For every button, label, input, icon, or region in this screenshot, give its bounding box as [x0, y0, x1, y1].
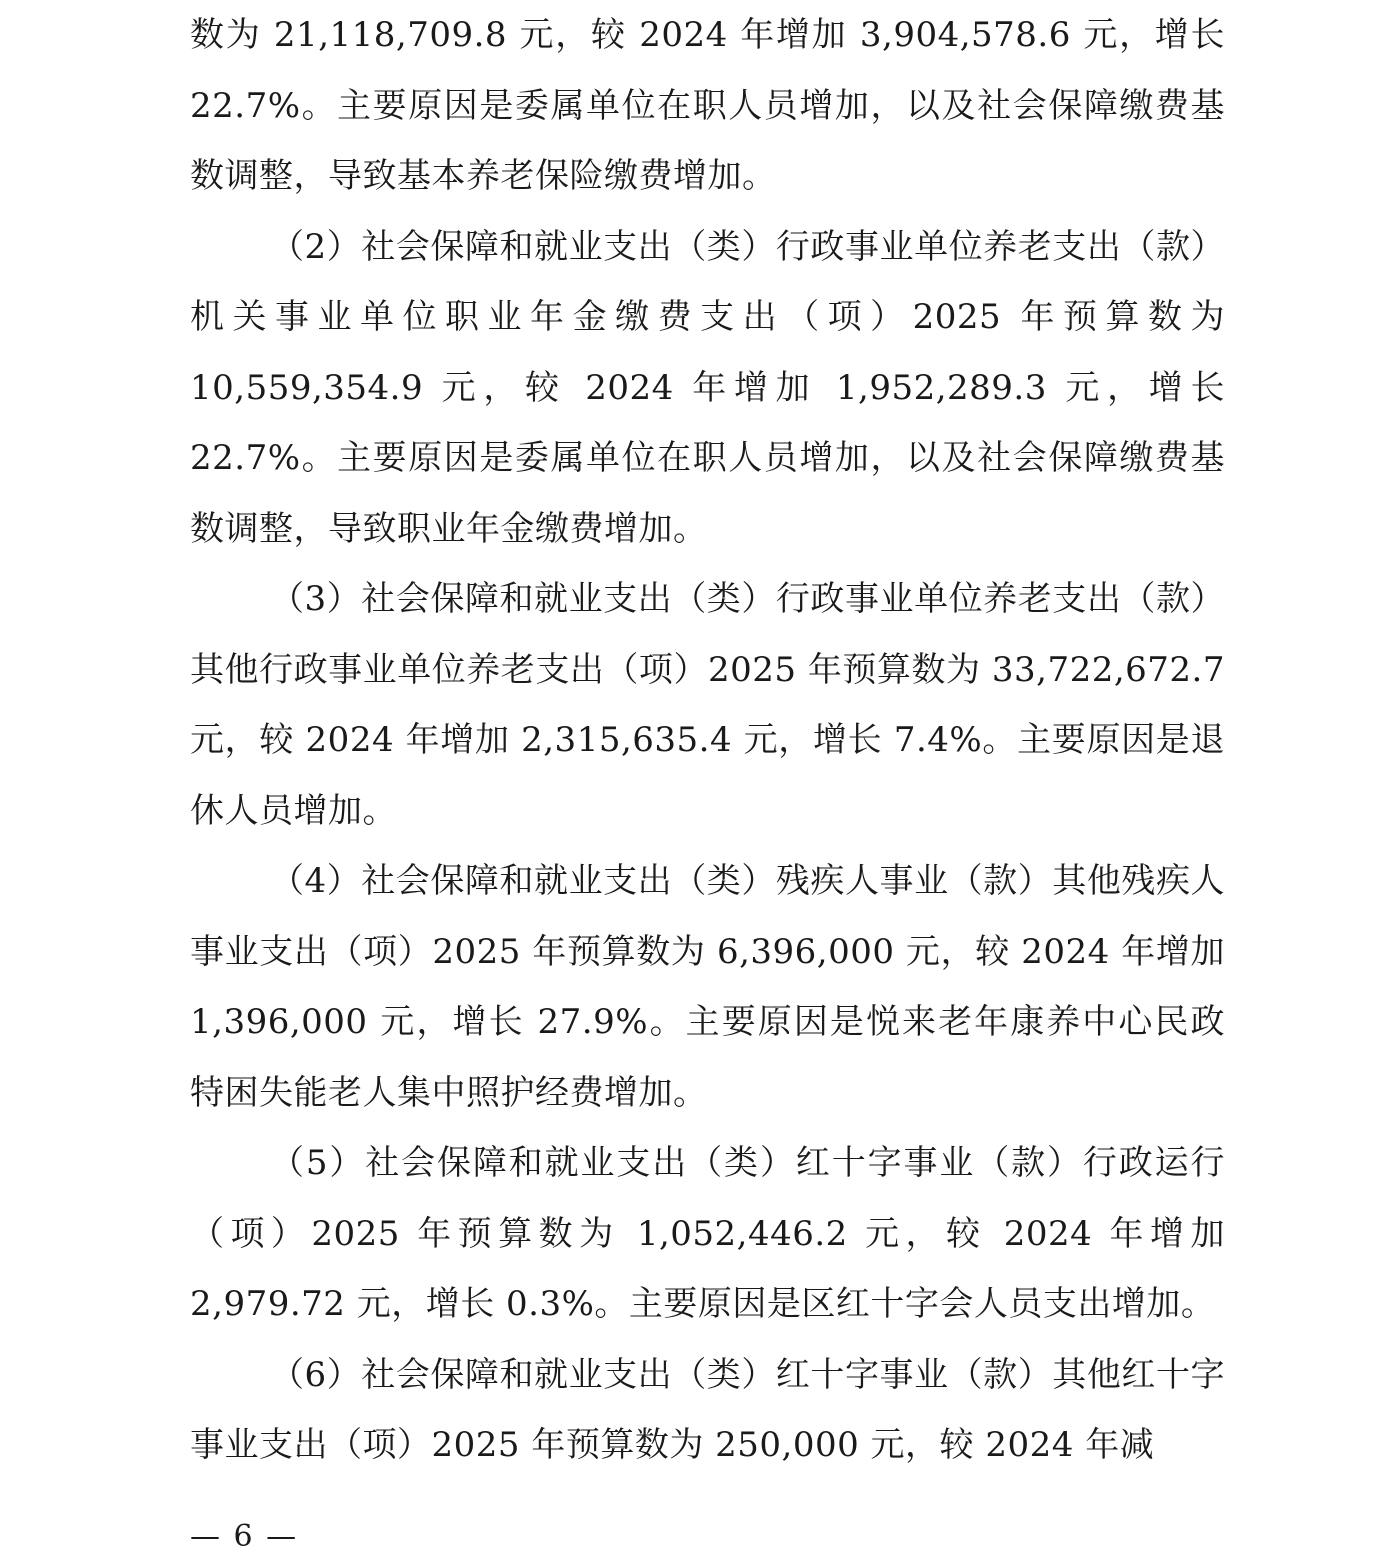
paragraph-item-6: （6）社会保障和就业支出（类）红十字事业（款）其他红十字事业支出（项）2025 年预算数为 250,000 元，较 2024 年减 — [190, 1354, 1225, 1465]
paragraph-continuation: 数为 21,118,709.8 元，较 2024 年增加 3,904,578.6 元，增长 22.7%。主要原因是委属单位在职人员增加，以及社会保障缴费基数调整，导致基本养老保险缴费增加。 — [190, 15, 1225, 196]
page-number: — 6 — — [190, 1519, 299, 1554]
document-body — [190, 0, 1225, 1481]
paragraph-item-3: （3）社会保障和就业支出（类）行政事业单位养老支出（款）其他行政事业单位养老支出（项）2025 年预算数为 33,722,672.7 元，较 2024 年增加 2,315,635.4 元，增长 7.4%。主要原因是退休人员增加。 — [190, 579, 1225, 831]
paragraph-item-5: （5）社会保障和就业支出（类）红十字事业（款）行政运行（项）2025 年预算数为 1,052,446.2 元，较 2024 年增加 2,979.72 元，增长 0.3%。主要原因是区红十字会人员支出增加。 — [190, 1143, 1225, 1324]
paragraph-item-4: （4）社会保障和就业支出（类）残疾人事业（款）其他残疾人事业支出（项）2025 年预算数为 6,396,000 元，较 2024 年增加 1,396,000 元，增长 27.9%。主要原因是悦来老年康养中心民政特困失能老人集中照护经费增加。 — [190, 861, 1225, 1113]
paragraph-item-2: （2）社会保障和就业支出（类）行政事业单位养老支出（款）机关事业单位职业年金缴费支出（项）2025 年预算数为 10,559,354.9 元，较 2024 年增加 1,952,289.3 元，增长 22.7%。主要原因是委属单位在职人员增加，以及社会保障缴费基数调整，导致职业年金缴费增加。 — [190, 226, 1225, 549]
